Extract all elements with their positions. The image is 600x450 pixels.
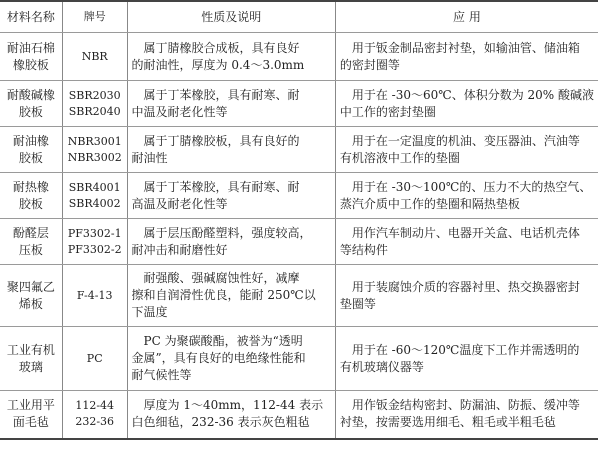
material-name-line: 橡胶板 bbox=[12, 57, 49, 72]
material-name-line: 胶板 bbox=[18, 150, 43, 165]
grade-line: F-4-13 bbox=[76, 288, 113, 302]
application-line: 用作钣金结构密封、防漏油、防振、缓冲等 bbox=[351, 398, 580, 413]
grade-line: NBR3002 bbox=[67, 150, 122, 164]
application-line: 的密封圈等 bbox=[339, 57, 400, 72]
material-name-cell bbox=[0, 265, 62, 327]
properties-cell bbox=[127, 219, 335, 265]
material-name-line: 烯板 bbox=[18, 296, 43, 311]
header-properties: 性质及说明 bbox=[127, 1, 335, 33]
material-name-cell bbox=[0, 127, 62, 173]
table-row bbox=[0, 265, 598, 327]
grade-line: PF3302-2 bbox=[67, 242, 122, 256]
material-name-line: 胶板 bbox=[18, 196, 43, 211]
table-row bbox=[0, 327, 598, 391]
material-name-line: 聚四氟乙 bbox=[6, 279, 55, 294]
material-name-line: 胶板 bbox=[18, 104, 43, 119]
grade-line: 232-36 bbox=[75, 415, 115, 429]
grade-cell bbox=[62, 81, 127, 127]
grade-line: PC bbox=[86, 351, 103, 365]
application-cell bbox=[335, 127, 598, 173]
header-grade: 牌号 bbox=[62, 1, 127, 33]
grade-line: SBR2040 bbox=[68, 104, 121, 118]
application-line: 中工作的密封垫圈 bbox=[339, 104, 436, 119]
application-line: 用于在 -60～120℃温度下工作并需透明的 bbox=[351, 342, 580, 357]
properties-line: 下温度 bbox=[131, 305, 168, 319]
properties-cell bbox=[127, 327, 335, 391]
properties-line: 的耐油性，厚度为 0.4～3.0mm bbox=[131, 57, 305, 72]
table-row bbox=[0, 391, 598, 439]
material-name-line: 压板 bbox=[18, 242, 43, 257]
properties-line: 白色细毡，232-36 表示灰色粗毡 bbox=[131, 415, 310, 430]
application-line: 用于钣金制品密封衬垫，如输油管、储油箱 bbox=[351, 40, 580, 55]
properties-cell bbox=[127, 81, 335, 127]
properties-line: 耐强酸、强碱腐蚀性好，减摩 bbox=[143, 271, 300, 285]
material-name-line: 耐酸碱橡 bbox=[6, 87, 55, 102]
application-cell bbox=[335, 327, 598, 391]
application-line: 用于在 -30～100℃的、压力不大的热空气、 bbox=[351, 179, 592, 194]
table-row bbox=[0, 173, 598, 219]
properties-line: 属于丁苯橡胶，具有耐寒、耐 bbox=[143, 179, 300, 194]
grade-cell bbox=[62, 219, 127, 265]
material-name-cell bbox=[0, 33, 62, 81]
properties-cell bbox=[127, 173, 335, 219]
material-name-cell bbox=[0, 327, 62, 391]
table-row bbox=[0, 33, 598, 81]
application-line: 蒸汽介质中工作的垫圈和隔热垫板 bbox=[339, 196, 520, 211]
material-name-line: 耐油橡 bbox=[12, 133, 49, 148]
table-body bbox=[0, 33, 598, 439]
properties-cell bbox=[127, 391, 335, 439]
material-name-line: 面毛毡 bbox=[12, 415, 49, 430]
properties-cell bbox=[127, 265, 335, 327]
grade-line: 112-44 bbox=[75, 399, 115, 413]
properties-line: 属丁腈橡胶合成板，具有良好 bbox=[143, 40, 300, 55]
grade-line: SBR4001 bbox=[68, 180, 121, 194]
grade-line: SBR2030 bbox=[68, 88, 121, 102]
properties-line: 擦和自润滑性优良，能耐 250℃以 bbox=[131, 288, 316, 302]
grade-cell bbox=[62, 127, 127, 173]
properties-line: 耐油性 bbox=[131, 150, 168, 165]
material-name-line: 酚醛层 bbox=[12, 225, 49, 240]
grade-cell bbox=[62, 173, 127, 219]
header-application: 应 用 bbox=[335, 1, 598, 33]
application-line: 垫圈等 bbox=[339, 296, 376, 311]
material-name-cell bbox=[0, 391, 62, 439]
properties-line: 厚度为 1～40mm，112-44 表示 bbox=[143, 398, 324, 413]
grade-cell bbox=[62, 327, 127, 391]
application-line: 等结构件 bbox=[339, 242, 388, 257]
header-material-name: 材料名称 bbox=[0, 1, 62, 33]
properties-line: 高温及耐老化性等 bbox=[131, 196, 228, 211]
grade-line: PF3302-1 bbox=[67, 226, 122, 240]
grade-cell bbox=[62, 265, 127, 327]
grade-line: NBR bbox=[81, 49, 108, 63]
properties-line: 耐气候性等 bbox=[131, 368, 192, 382]
application-cell bbox=[335, 265, 598, 327]
application-line: 用于在一定温度的机油、变压器油、汽油等 bbox=[351, 133, 580, 148]
grade-cell bbox=[62, 33, 127, 81]
application-cell bbox=[335, 173, 598, 219]
application-line: 有机溶液中工作的垫圈 bbox=[339, 150, 460, 165]
material-name-cell bbox=[0, 81, 62, 127]
table-row bbox=[0, 81, 598, 127]
material-name-line: 工业用平 bbox=[6, 398, 55, 413]
table-row bbox=[0, 127, 598, 173]
application-line: 用于装腐蚀介质的容器衬里、热交换器密封 bbox=[351, 279, 580, 294]
application-line: 用作汽车制动片、电器开关盒、电话机壳体 bbox=[351, 225, 580, 240]
properties-line: 属于丁腈橡胶板，具有良好的 bbox=[143, 133, 300, 148]
application-line: 衬垫，按需要选用细毛、粗毛或半粗毛毡 bbox=[339, 415, 556, 430]
properties-cell bbox=[127, 127, 335, 173]
grade-line: NBR3001 bbox=[67, 134, 122, 148]
properties-line: 中温及耐老化性等 bbox=[131, 104, 228, 119]
material-name-cell bbox=[0, 219, 62, 265]
material-name-line: 耐热橡 bbox=[12, 179, 49, 194]
table-header-row bbox=[0, 1, 598, 33]
properties-line: 属于层压酚醛塑料，强度较高， bbox=[143, 225, 312, 240]
grade-cell bbox=[62, 391, 127, 439]
properties-line: 属于丁苯橡胶，具有耐寒、耐 bbox=[143, 87, 300, 102]
application-cell bbox=[335, 219, 598, 265]
application-cell bbox=[335, 391, 598, 439]
properties-line: 金属”，具有良好的电绝缘性能和 bbox=[131, 351, 306, 365]
application-line: 有机玻璃仪器等 bbox=[339, 359, 424, 374]
properties-line: PC 为聚碳酸酯，被誉为“透明 bbox=[143, 334, 303, 348]
grade-line: SBR4002 bbox=[68, 196, 121, 210]
material-name-cell bbox=[0, 173, 62, 219]
properties-cell bbox=[127, 33, 335, 81]
application-cell bbox=[335, 81, 598, 127]
material-name-line: 耐油石棉 bbox=[6, 40, 55, 55]
material-name-line: 工业有机 bbox=[6, 342, 55, 357]
table-row bbox=[0, 219, 598, 265]
properties-line: 耐冲击和耐磨性好 bbox=[131, 242, 228, 257]
application-cell bbox=[335, 33, 598, 81]
material-name-line: 玻璃 bbox=[18, 359, 43, 374]
application-line: 用于在 -30～60℃、体积分数为 20% 酸碱液 bbox=[351, 87, 594, 102]
